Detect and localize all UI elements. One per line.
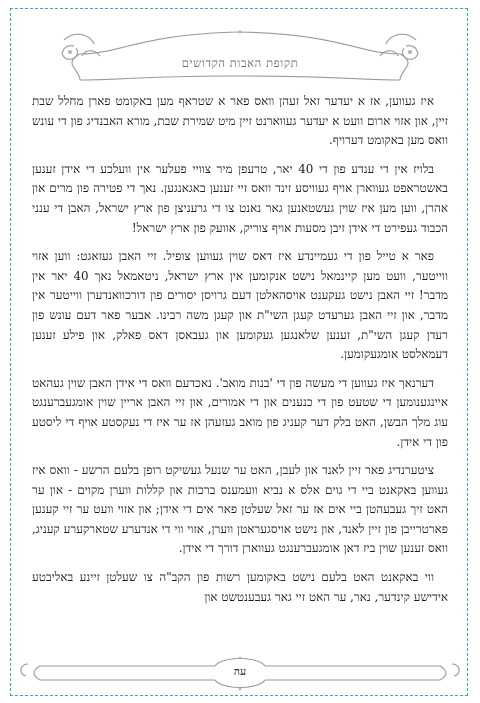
paragraph: ווי באקאנט האט בלעם נישט באקומען רשות פון הקב"ה צו שעלטן זיינע באליבטע אידישע קינדער, נאר, ער האט זיי גאר געבענטשט און: [32, 570, 448, 604]
paragraph: ציטערנדיג פאר זיין לאנד און לעבן, האט ער שנעל געשיקט רופן בלעם הרשע - וואס איז געווען באקאנט ביי די גוים אלס א נביא וועמענס ברכות און קללות ווערן מקוים - און ער האט זיך געבעהטן ביי אים אז ער זאל שעלטן פאר אים די אידן; און אזוי וועט ער זיי קענען פארטרייבן פון זיין לאנד, און נישט אויסגעראטן ווערן, אזוי ווי די אנדערע שטארקערע קעניג, וואס זענען שוין ביז דאן אומגעברענגט געווארן דורך די אידן.: [32, 463, 448, 556]
paragraph: איז געווען, אז א יעדער זאל זעהן וואס פאר א שטראף מען באקומט פארן מחלל שבת זיין, און אזוי ארום וועט א יעדער געווארנט זיין מיט שמירת שבת, מורא האבנדיג פון די עונש וואס מען באקומט דערויף.: [32, 94, 448, 148]
page-number: עה: [233, 665, 247, 678]
paragraph: בלויז אין די ענדע פון די 40 יאר, טרעפן מיר צוויי פעלער אין וועלכע די אידן זענען באשטראפט געווארן אויף געוויסע זינד וואס זיי זענען באגאנגען. נאך די פטירה פון מרים און אהרן, ווען מען איז שוין געשטאנען גאר נאנט צו די גרעניצן פון ארץ ישראל, האבן די ענני הכבוד געפירט די אידן זיבן מסעות אויף צוריק, אוועק פון ארץ ישראל!: [32, 161, 448, 235]
header-title: תקופת האבות הקדושים: [181, 56, 299, 70]
page-header: [60, 26, 420, 88]
paragraph: דערנאך איז געווען די מעשה פון די 'בנות מואב'. נאכדעם וואס די אידן האבן שוין געהאט איינגענומען די שטעט פון די כנענים און די אמורים, און זיי האבן אריין שוין אומגעברענגט עוג מלך הבשן, האט בלק דער קעניג פון מואב געזעהן אז ער איז די נעקסטע אויף די ליסטע פון די אידן.: [32, 375, 448, 449]
page-footer: [0, 654, 480, 694]
paragraph: פאר א טייל פון די געמיינדע איז דאס שוין געווען צופיל. זיי האבן געזאגט: ווען אזוי ווייטער, וועט מען קיינמאל נישט אנקומען אין ארץ ישראל, ניטאמאל נאך 40 יאר אין מדבר! זיי האבן נישט געקענט אויסהאלטן דעם גרויסן יסורים פון דורכוואנדערן ווייטער אין מדבר, און זיי האבן גערעדט קעגן השי"ת און קעגן משה רבינו. אבער פאר דעם עונש פון רעדן קעגן השי"ת, זענען שלאנגען געקומען און געבאסן דאס פאלק, און פילע זענען דעמאלסט אומגעקומען.: [32, 249, 448, 362]
page-body: [32, 92, 448, 652]
